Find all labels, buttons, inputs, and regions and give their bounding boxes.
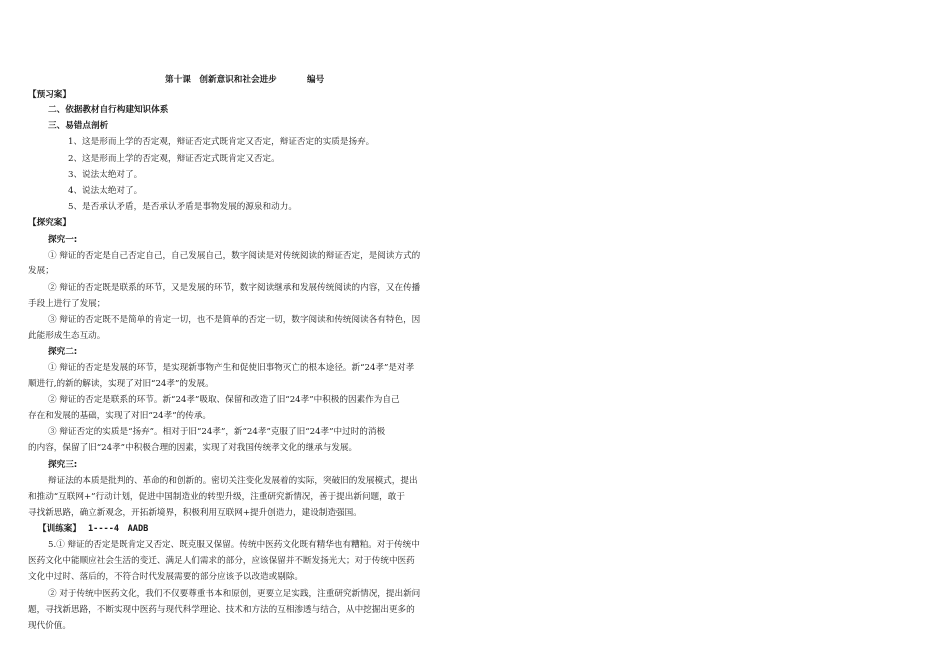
explore-q2-line: 存在和发展的基础，实现了对旧“24孝”的传承。: [28, 411, 212, 421]
explore-q1-line: ② 辩证的否定既是联系的环节，又是发展的环节，数字阅读继承和发展传统阅读的内容，又在传播: [48, 283, 421, 293]
practice-line: 医药文化中能顺应社会生活的变迁、满足人们需求的部分，应该保留并不断发扬光大；对于传统中医药: [28, 556, 415, 566]
explore-q3-title: 探究三:: [48, 460, 78, 470]
explore-q1-line: 此能形成生态互动。: [28, 331, 106, 341]
explore-q2-line: 的内容，保留了旧“24孝”中积极合理的因素，实现了对我国传统孝文化的继承与发展。: [28, 443, 358, 453]
practice-line: 题，寻找新思路，不断实现中医药与现代科学理论、技术和方法的互相渗透与结合，从中挖掘出更多的: [28, 605, 415, 615]
explore-q3-line: 辩证法的本质是批判的、革命的和创新的。密切关注变化发展着的实际，突破旧的发展模式，提出: [48, 476, 418, 486]
explore-q1-line: 发展；: [28, 266, 54, 276]
number-label: 编号: [307, 75, 325, 85]
practice-heading: 【训练案】: [38, 524, 81, 534]
practice-line: 5.① 辩证的否定是既肯定又否定、既克服又保留。传统中医药文化既有精华也有糟粕。对于传统中: [48, 540, 420, 550]
preview-section-2: 二、依据教材自行构建知识体系: [48, 105, 169, 115]
explore-q1-title: 探究一:: [48, 235, 78, 245]
explore-q2-line: ② 辩证的否定是联系的环节。新“24孝”吸取、保留和改造了旧“24孝”中积极的因素作为自己: [48, 395, 400, 405]
practice-line: 现代价值。: [28, 621, 71, 631]
explore-q3-line: 和推动“互联网+”行动计划，促进中国制造业的转型升级，注重研究新情况，善于提出新问题，敢于: [28, 492, 405, 502]
preview-item: 3、说法太绝对了。: [68, 170, 143, 180]
explore-q2-title: 探究二:: [48, 347, 78, 357]
explore-q3-line: 寻找新思路，确立新观念，开拓新境界，积极利用互联网+提升创造力，建设制造强国。: [28, 508, 362, 518]
practice-answers: 1----4 AADB: [88, 524, 149, 534]
preview-item: 5、是否承认矛盾，是否承认矛盾是事物发展的源泉和动力。: [68, 202, 297, 212]
preview-heading: 【预习案】: [28, 90, 71, 100]
explore-q1-line: ① 辩证的否定是自己否定自己，自己发展自己，数字阅读是对传统阅读的辩证否定，是阅读方式的: [48, 251, 421, 261]
explore-q1-line: 手段上进行了发展；: [28, 299, 106, 309]
preview-item: 4、说法太绝对了。: [68, 186, 143, 196]
explore-q2-line: 顺进行,的新的解读，实现了对旧“24孝”的发展。: [28, 379, 214, 389]
preview-section-3: 三、易错点剖析: [48, 121, 109, 131]
explore-q2-line: ③ 辩证否定的实质是“扬弃”。相对于旧“24孝”，新“24孝”克服了旧“24孝”中过时的消极: [48, 427, 386, 437]
practice-line: 文化中过时、落后的，不符合时代发展需要的部分应该予以改造或剔除。: [28, 572, 304, 582]
page-title: 第十课 创新意识和社会进步: [165, 75, 277, 85]
practice-line: ② 对于传统中医药文化，我们不仅要尊重书本和原创，更要立足实践，注重研究新情况，提出新问: [48, 589, 421, 599]
explore-q1-line: ③ 辩证的否定既不是简单的肯定一切，也不是简单的否定一切，数字阅读和传统阅读各有特色，因: [48, 315, 421, 325]
explore-heading: 【探究案】: [28, 218, 71, 228]
preview-item: 1、这是形而上学的否定观，辩证否定式既肯定又否定，辩证否定的实质是扬弃。: [68, 137, 375, 147]
preview-item: 2、这是形而上学的否定观，辩证否定式既肯定又否定。: [68, 154, 280, 164]
explore-q2-line: ① 辩证的否定是发展的环节，是实现新事物产生和促使旧事物灭亡的根本途径。新“24孝”是对孝: [48, 363, 415, 373]
